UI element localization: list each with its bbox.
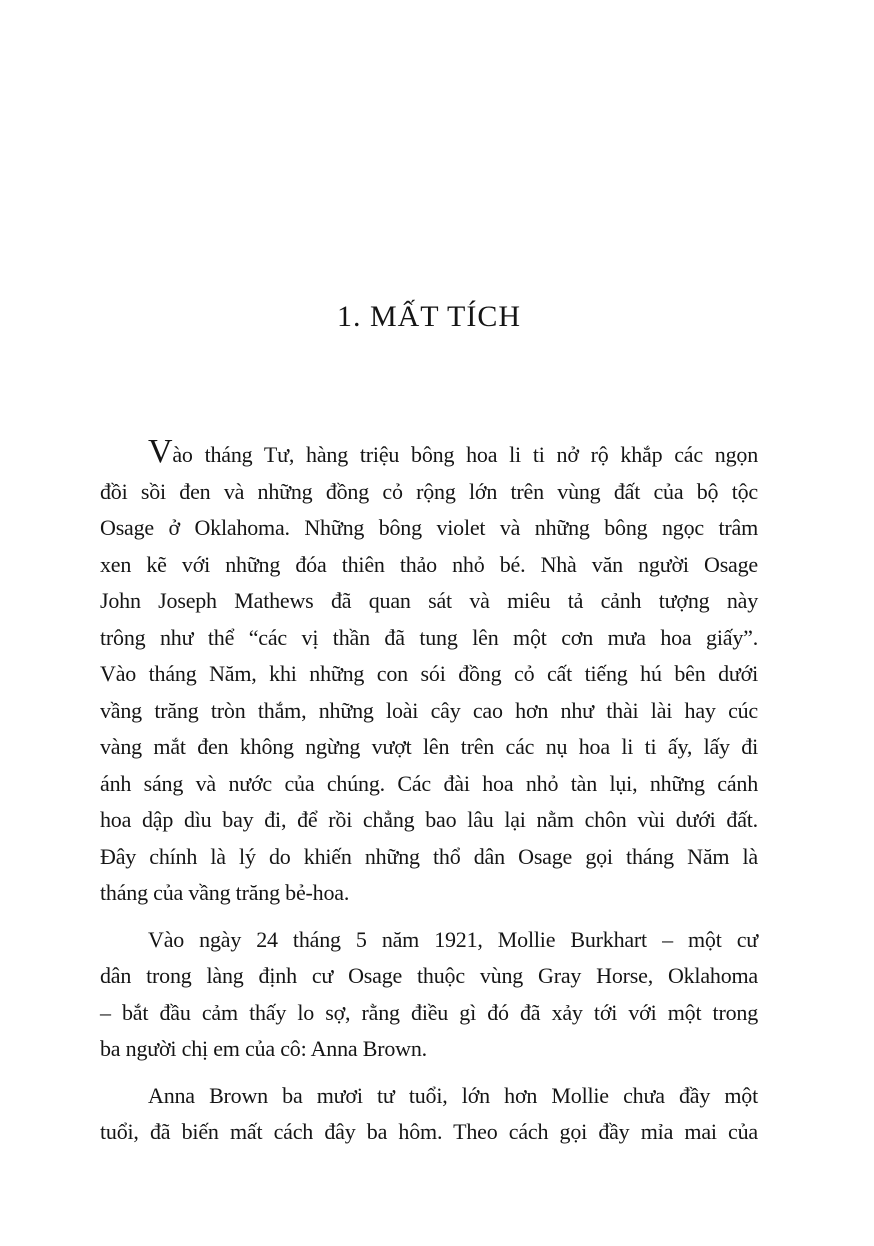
body-text-line: đồi sồi đen và những đồng cỏ rộng lớn trên vùng đất của bộ tộc bbox=[100, 478, 758, 504]
body-text-line: hoa dập dìu bay đi, để rồi chẳng bao lâu lại nằm chôn vùi dưới đất. bbox=[100, 807, 758, 832]
body-text-line: vàng mắt đen không ngừng vượt lên trên các nụ hoa li ti ấy, lấy đi bbox=[100, 734, 758, 759]
body-text-line: xen kẽ với những đóa thiên thảo nhỏ bé. Nhà văn người Osage bbox=[100, 551, 758, 577]
paragraph bbox=[100, 1078, 758, 1151]
paragraph bbox=[100, 433, 758, 912]
chapter-title: 1. MẤT TÍCH bbox=[336, 300, 522, 333]
body-text-line: Vào ngày 24 tháng 5 năm 1921, Mollie Burkhart – một cư bbox=[148, 926, 758, 952]
body-text-line: John Joseph Mathews đã quan sát và miêu tả cảnh tượng này bbox=[100, 588, 758, 613]
body-text-line: ánh sáng và nước của chúng. Các đài hoa nhỏ tàn lụi, những cánh bbox=[100, 770, 758, 796]
body-text-line: trông như thể “các vị thần đã tung lên một cơn mưa hoa giấy”. bbox=[100, 624, 758, 650]
body-text-line: Anna Brown ba mươi tư tuổi, lớn hơn Mollie chưa đầy một bbox=[148, 1082, 758, 1108]
paragraph bbox=[100, 922, 758, 1068]
body-text-line: Vào tháng Năm, khi những con sói đồng cỏ cất tiếng hú bên dưới bbox=[100, 661, 758, 686]
body-text-line: dân trong làng định cư Osage thuộc vùng Gray Horse, Oklahoma bbox=[100, 963, 758, 988]
body-text-run: ào tháng Tư, hàng triệu bông hoa li ti nở rộ khắp các ngọn bbox=[172, 442, 758, 467]
body-text-line: – bắt đầu cảm thấy lo sợ, rằng điều gì đó đã xảy tới với một trong bbox=[100, 999, 758, 1025]
body-text-line: Đây chính là lý do khiến những thổ dân Osage gọi tháng Năm là bbox=[100, 843, 758, 869]
body-text-line: Osage ở Oklahoma. Những bông violet và những bông ngọc trâm bbox=[100, 515, 758, 540]
body-text-line: tuổi, đã biến mất cách đây ba hôm. Theo cách gọi đầy mỉa mai của bbox=[100, 1119, 758, 1144]
body-text-line: ba người chị em của cô: Anna Brown. bbox=[100, 1036, 427, 1061]
body-text bbox=[100, 433, 758, 1151]
body-text-line bbox=[100, 433, 758, 474]
body-text-line: vầng trăng tròn thắm, những loài cây cao hơn như thài lài hay cúc bbox=[100, 697, 758, 723]
body-text-line: tháng của vầng trăng bẻ-hoa. bbox=[100, 880, 350, 905]
initial-cap: V bbox=[148, 433, 173, 470]
